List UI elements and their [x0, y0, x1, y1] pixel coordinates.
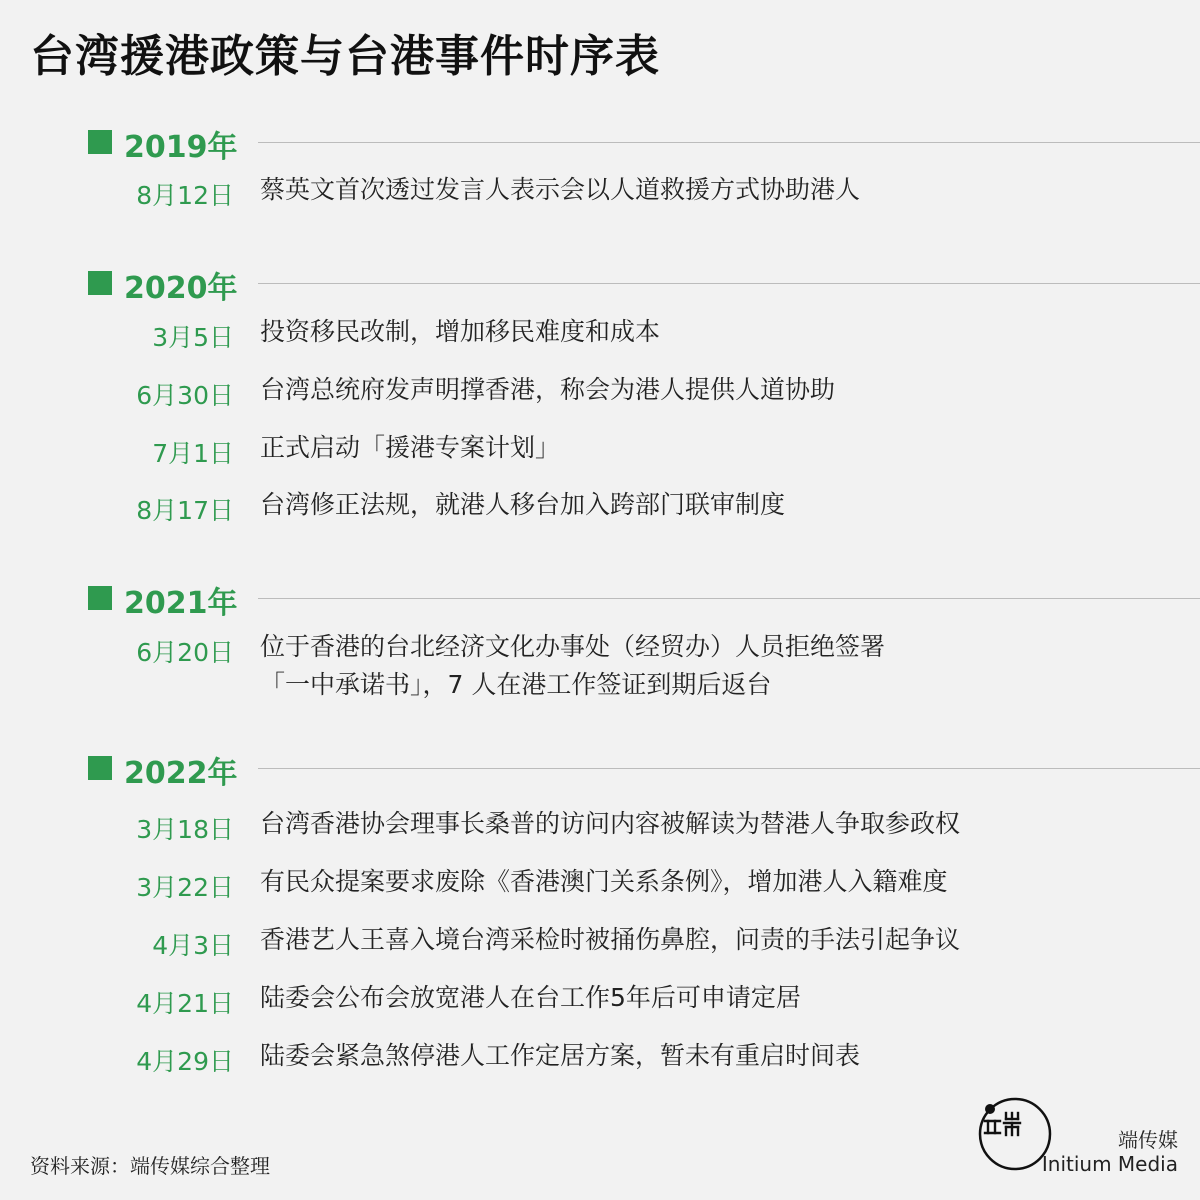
year-label: 2022年	[124, 756, 238, 791]
year-divider	[258, 768, 1200, 769]
event-date: 4月29日	[136, 1047, 234, 1076]
event-date: 8月12日	[136, 181, 234, 210]
year-marker-icon	[88, 130, 112, 154]
source-credit: 资料来源：端传媒综合整理	[30, 1154, 270, 1178]
year-marker-icon	[88, 586, 112, 610]
year-label: 2021年	[124, 586, 238, 621]
year-divider	[258, 142, 1200, 143]
event-date: 6月30日	[136, 381, 234, 410]
year-divider	[258, 283, 1200, 284]
event-date: 8月17日	[136, 496, 234, 525]
year-header-2019	[88, 124, 1200, 164]
page-title: 台湾援港政策与台港事件时序表	[30, 31, 660, 82]
year-label: 2019年	[124, 130, 238, 165]
year-header-2021	[88, 580, 1200, 620]
event-date: 6月20日	[136, 638, 234, 667]
event-date: 3月22日	[136, 873, 234, 902]
event-description: 台湾总统府发声明撑香港，称会为港人提供人道协助	[260, 375, 836, 404]
event-date: 7月1日	[152, 439, 234, 468]
event-description: 陆委会紧急煞停港人工作定居方案，暂未有重启时间表	[260, 1041, 861, 1070]
event-description: 投资移民改制，增加移民难度和成本	[260, 317, 661, 346]
year-header-2020	[88, 265, 1200, 305]
year-marker-icon	[88, 756, 112, 780]
year-marker-icon	[88, 271, 112, 295]
event-date: 3月5日	[152, 323, 234, 352]
event-description: 陆委会公布会放宽港人在台工作5年后可申请定居	[260, 983, 801, 1012]
event-description: 香港艺人王喜入境台湾采检时被捅伤鼻腔，问责的手法引起争议	[260, 925, 961, 954]
year-header-2022	[88, 750, 1200, 790]
event-date: 3月18日	[136, 815, 234, 844]
brand-name-en: Initium Media	[1041, 1152, 1178, 1176]
event-description: 正式启动「援港专案计划」	[260, 433, 561, 462]
event-date: 4月3日	[152, 931, 234, 960]
year-label: 2020年	[124, 271, 238, 306]
year-divider	[258, 598, 1200, 599]
event-description: 有民众提案要求废除《香港澳门关系条例》，增加港人入籍难度	[260, 867, 948, 896]
event-description: 台湾香港协会理事长桑普的访问内容被解读为替港人争取参政权	[260, 809, 961, 838]
event-description: 台湾修正法规，就港人移台加入跨部门联审制度	[260, 490, 786, 519]
brand-name-cn: 端传媒	[1118, 1128, 1178, 1152]
event-description: 位于香港的台北经济文化办事处（经贸办）人员拒绝签署 「一中承诺书」，7 人在港工作签证到期后返台	[260, 632, 886, 699]
event-description: 蔡英文首次透过发言人表示会以人道救援方式协助港人	[260, 175, 861, 204]
event-date: 4月21日	[136, 989, 234, 1018]
